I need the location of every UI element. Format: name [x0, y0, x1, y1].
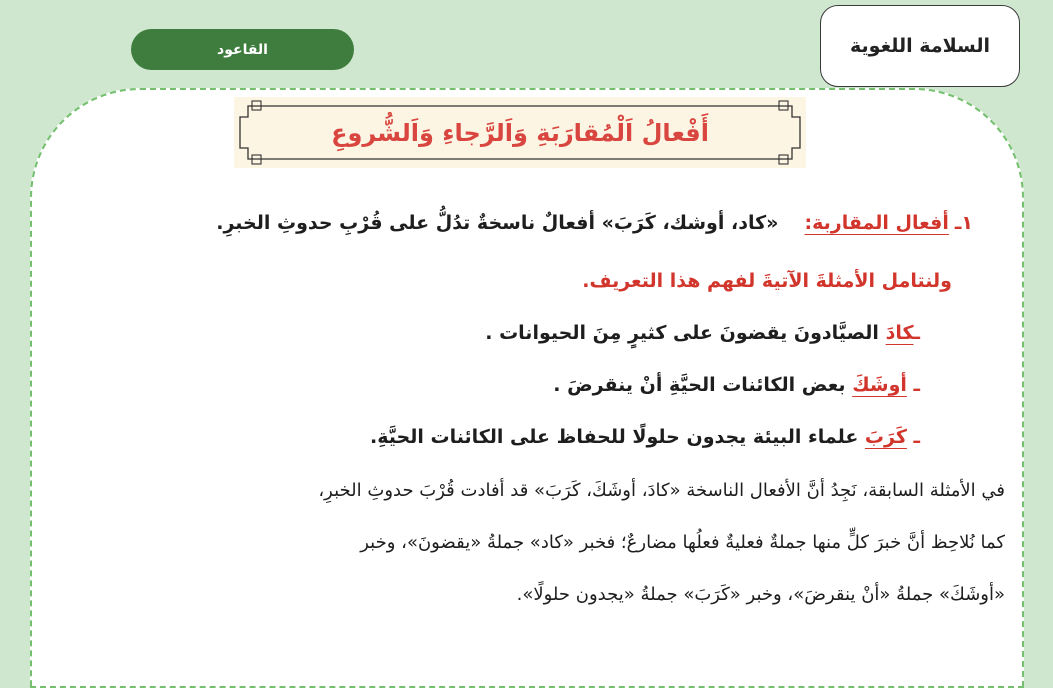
author-pill — [131, 29, 354, 70]
example-verb: كَرَبَ — [864, 426, 907, 448]
definition-term: أفعال المقاربة: — [804, 212, 949, 234]
lesson-title: أَفْعالُ اَلْمُقارَبَةِ وَاَلرَّجاءِ وَاَلشُّروعِ — [331, 118, 709, 147]
explanation-line: في الأمثلة السابقة، نَجِدُ أنَّ الأفعال الناسخة «كادَ، أوشَكَ، كَرَبَ» قد أفادت قُرْبَ حدوثِ الخبرِ، — [318, 480, 1005, 501]
example-text: الصيَّادونَ يقضونَ على كثيرٍ مِنَ الحيوانات . — [485, 322, 886, 344]
instruction-text: ولنتامل الأمثلةَ الآتيةَ لفهم هذا التعريف. — [582, 270, 952, 292]
title-frame — [234, 97, 806, 168]
section-tab-label: السلامة اللغوية — [850, 35, 991, 57]
definition-line — [216, 212, 973, 234]
explanation-line: كما نُلاحِظ أنَّ خبرَ كلٍّ منها جملةٌ فعليةٌ فعلُها مضارعٌ؛ فخبر «كاد» جملةُ «يقضونَ»، وخبر — [360, 532, 1005, 553]
author-pill-label: القاعود — [217, 41, 268, 58]
definition-number: ١ـ — [954, 212, 973, 234]
example-item — [370, 426, 920, 448]
section-tab — [820, 5, 1020, 87]
example-verb: كادَ — [885, 322, 914, 344]
example-item — [553, 374, 920, 396]
example-text: علماء البيئة يجدون حلولًا للحفاظ على الكائنات الحيَّةِ. — [370, 426, 865, 448]
example-text: بعض الكائنات الحيَّةِ أنْ ينقرضَ . — [553, 374, 853, 396]
example-dash: ـ — [906, 426, 920, 448]
explanation-line: «أوشَكَ» جملةُ «أنْ ينقرضَ»، وخبر «كَرَبَ» جملةُ «يجدون حلولًا». — [516, 584, 1005, 605]
example-verb: أوشَكَ — [852, 374, 907, 396]
definition-text: «كاد، أوشك، كَرَبَ» أفعالٌ ناسخةٌ تدُلُّ على قُرْبِ حدوثِ الخبرِ. — [216, 212, 779, 234]
example-dash: ـ — [906, 374, 920, 396]
example-item — [485, 322, 920, 344]
example-dash: ـ — [913, 322, 920, 344]
